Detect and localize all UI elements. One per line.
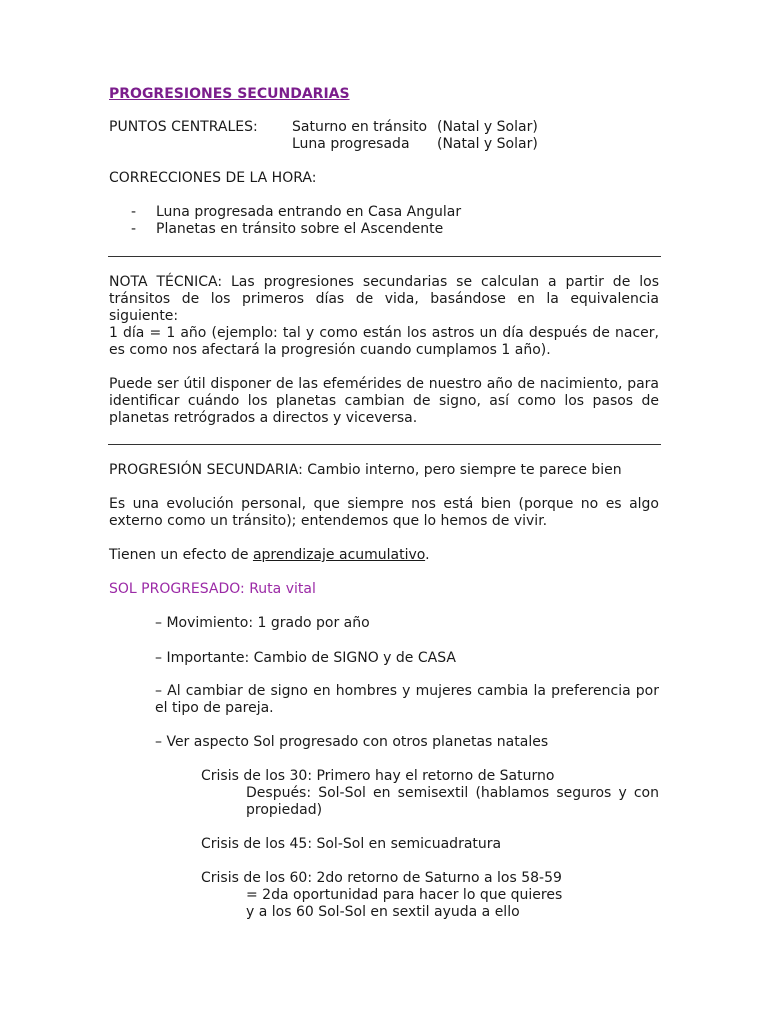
efecto-suffix: .: [425, 547, 430, 563]
bullet-dash: -: [131, 221, 137, 237]
efecto-paragraph: [109, 547, 430, 564]
importante-line: – Importante: Cambio de SIGNO y de CASA: [155, 650, 456, 666]
nota-tecnica-paragraph: NOTA TÉCNICA: Las progresiones secundarias se calculan a partir de los tránsitos de los primeros días de vida, basándose en la equivalencia siguiente:: [109, 274, 659, 324]
divider: [108, 444, 661, 445]
efemerides-paragraph: Puede ser útil disponer de las efemérides de nuestro año de nacimiento, para identificar cuándo los planetas cambian de signo, así como los pasos de planetas retrógrados a directos y viceversa.: [109, 376, 659, 426]
bullet-dash: -: [131, 204, 137, 220]
crisis-30-detail: Después: Sol-Sol en semisextil (hablamos seguros y con propiedad): [246, 785, 659, 818]
equivalencia-paragraph: 1 día = 1 año (ejemplo: tal y como están los astros un día después de nacer, es como nos afectará la progresión cuando cumplamos 1 año).: [109, 325, 659, 358]
aprendizaje-link-text: aprendizaje acumulativo: [252, 547, 426, 563]
movimiento-line: – Movimiento: 1 grado por año: [155, 615, 370, 631]
puntos-centrales-label: PUNTOS CENTRALES:: [109, 119, 258, 135]
crisis-60-line: Crisis de los 60: 2do retorno de Saturno a los 58-59: [201, 870, 562, 886]
crisis-60-detail: y a los 60 Sol-Sol en sextil ayuda a ello: [246, 904, 520, 920]
divider: [108, 256, 661, 257]
cambiar-paragraph: – Al cambiar de signo en hombres y mujeres cambia la preferencia por el tipo de pareja.: [155, 683, 659, 716]
progresion-line: PROGRESIÓN SECUNDARIA: Cambio interno, pero siempre te parece bien: [109, 462, 622, 478]
sol-progresado-heading: SOL PROGRESADO: Ruta vital: [109, 581, 316, 597]
bullet-text: Luna progresada entrando en Casa Angular: [156, 204, 462, 220]
page-title: PROGRESIONES SECUNDARIAS: [109, 86, 350, 102]
puntos-item: Saturno en tránsito: [292, 119, 428, 135]
crisis-45-line: Crisis de los 45: Sol-Sol en semicuadratura: [201, 836, 502, 852]
bullet-text: Planetas en tránsito sobre el Ascendente: [156, 221, 444, 237]
puntos-note: (Natal y Solar): [437, 136, 538, 152]
puntos-note: (Natal y Solar): [437, 119, 538, 135]
ver-aspecto-line: – Ver aspecto Sol progresado con otros planetas natales: [155, 734, 549, 750]
efecto-prefix: Tienen un efecto de: [109, 547, 253, 563]
correcciones-heading: CORRECCIONES DE LA HORA:: [109, 170, 317, 186]
crisis-30-line: Crisis de los 30: Primero hay el retorno de Saturno: [201, 768, 555, 784]
crisis-60-detail: = 2da oportunidad para hacer lo que quieres: [246, 887, 563, 903]
evolucion-paragraph: Es una evolución personal, que siempre nos está bien (porque no es algo externo como un tránsito); entendemos que lo hemos de vivir.: [109, 496, 659, 529]
puntos-item: Luna progresada: [292, 136, 410, 152]
